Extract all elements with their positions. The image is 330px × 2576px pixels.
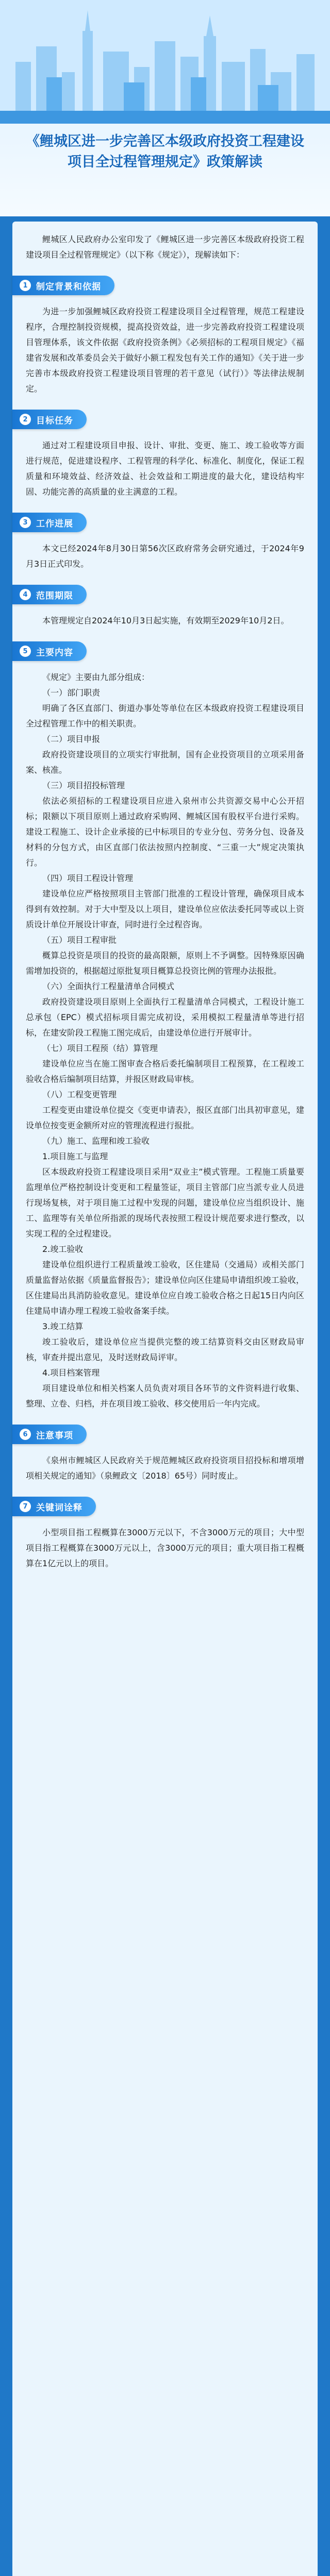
section-header-bar bbox=[12, 410, 87, 429]
section-header bbox=[12, 511, 304, 534]
section-header bbox=[12, 1495, 304, 1518]
section-paragraph: （二）项目申报 bbox=[42, 734, 101, 744]
section-paragraph: 本文已经2024年8月30日第56次区政府常务会研究通过，于2024年9月3日正式印发。 bbox=[26, 544, 304, 569]
section-paragraph: 建设单位应严格按照项目主管部门批准的工程设计管理，确保项目成本得到有效控制。对于大中型及以上项目，建设单位应依法委托同等或以上资质设计单位开展设计审查，同时进行全过程咨询。 bbox=[26, 889, 304, 929]
sections-container bbox=[23, 274, 304, 1571]
section-paragraph: 为进一步加强鲤城区政府投资工程建设项目全过程管理，规范工程建设程序，合理控制投资规模，提高投资效益，进一步完善政府投资工程建设项目管理体系，该文件依据《政府投资条例》《必须招标的工程项目规定》《福建省发展和改革委员会关于做好小额工程发包有关工作的通知》《关于进一步完善市本级政府投资工程建设项目管理的若干意见（试行）》等法律法规制定。 bbox=[26, 307, 304, 394]
section-paragraph: （八）工程变更管理 bbox=[42, 1090, 117, 1099]
section-paragraph: 区本级政府投资工程建设项目采用“双业主”模式管理。工程施工质量要监理单位严格控制设计变更和工程量签证，项目主管部门应当派专业人员进行现场复核，对于项目施工过程中发现的问题，建设单位应当组织设计、施工、监理等有关单位所指派的现场代表按照工程设计规范要求进行整改，以实现工程的全过程建设。 bbox=[26, 1167, 304, 1239]
section-paragraph: 政府投资建设项目原则上全面执行工程量清单合同模式，工程设计施工总承包（EPC）模式招标项目需完成初设，采用模拟工程量清单等进行招标，在建安阶段工程施工图完成后，由建设单位进行开展审计。 bbox=[26, 997, 304, 1038]
section-paragraph: 1.项目施工与监理 bbox=[42, 1151, 108, 1161]
header-banner bbox=[0, 0, 330, 216]
section-paragraph: 3.竣工结算 bbox=[42, 1321, 84, 1331]
section-title: 工作进展 bbox=[36, 518, 73, 529]
section-paragraph: 项目建设单位和相关档案人员负责对项目各环节的文件资料进行收集、整理、立卷、归档，并在项目竣工验收、移交使用后一年内完成。 bbox=[26, 1383, 304, 1409]
section-header bbox=[12, 583, 304, 606]
section-paragraph: 建设单位应当在施工图审查合格后委托编制项目工程预算，在工程竣工验收合格后编制项目结算，并报区财政局审核。 bbox=[26, 1059, 304, 1084]
section-title: 范围期限 bbox=[36, 590, 73, 601]
section-paragraph: 通过对工程建设项目申报、设计、审批、变更、施工、竣工验收等方面进行规范，促进建设程序、工程管理的科学化、标准化、制度化，保证工程质量和环境效益、经济效益、社会效益和工期进度的最大化，建设结构牢固、功能完善的高质量的业主满意的工程。 bbox=[26, 440, 304, 497]
number-badge-icon: 6 bbox=[20, 1429, 31, 1440]
section-paragraph: 小型项目指工程概算在3000万元以下，不含3000万元的项目；大中型项目指工程概算在3000万元以上，含3000万元的项目；重大项目指工程概算在1亿元以上的项目。 bbox=[26, 1528, 304, 1568]
section-header-bar bbox=[12, 1497, 96, 1516]
section-title: 关键词诠释 bbox=[36, 1502, 82, 1513]
section-title: 主要内容 bbox=[36, 647, 73, 658]
section-header-bar bbox=[12, 1425, 87, 1444]
number-badge-icon: 7 bbox=[20, 1501, 31, 1512]
section-title: 目标任务 bbox=[36, 415, 73, 426]
section-paragraph: （九）施工、监理和竣工验收 bbox=[42, 1136, 150, 1146]
section-header-bar bbox=[12, 585, 87, 604]
section-paragraph: （七）项目工程预（结）算管理 bbox=[42, 1043, 158, 1053]
section-paragraph: （四）项目工程设计管理 bbox=[42, 873, 134, 883]
section-paragraph: 明确了各区直部门、街道办事处等单位在区本级政府投资工程建设项目全过程管理工作中的相关职责。 bbox=[26, 703, 304, 728]
page-title: 《鲤城区进一步完善区本级政府投资工程建设项目全过程管理规定》政策解读 bbox=[26, 133, 304, 170]
number-badge-icon: 4 bbox=[20, 589, 31, 600]
content-card bbox=[12, 222, 318, 2576]
section-header-bar bbox=[12, 513, 87, 532]
number-badge-icon: 1 bbox=[20, 280, 31, 291]
section-paragraph: 本管理规定自2024年10月3日起实施，有效期至2029年10月2日。 bbox=[42, 616, 289, 625]
section-title: 制定背景和依据 bbox=[36, 281, 101, 292]
section-paragraph: 概算总投资是项目的投资的最高限额，原则上不予调整。因特殊原因确需增加投资的，根据超过原批复项目概算总投资比例的管理办法报批。 bbox=[26, 951, 304, 976]
number-badge-icon: 5 bbox=[20, 646, 31, 657]
section-paragraph: 工程变更由建设单位提交《变更申请表》，报区直部门出具初审意见，建设单位按变更金额所对应的管理流程进行报批。 bbox=[26, 1105, 304, 1130]
section-header bbox=[12, 640, 304, 663]
section-paragraph: 2.竣工验收 bbox=[42, 1244, 84, 1254]
section-title: 注意事项 bbox=[36, 1430, 73, 1441]
section-paragraph: 依法必须招标的工程建设项目应进入泉州市公共资源交易中心公开招标；限额以下项目原则上通过政府采购网、鲤城区国有股权平台进行采购。建设工程施工、设计企业承接的已中标项目的专业分包、劳务分包、设备及材料的分包方式，由区直部门依法按照内控制度、“三重一大”规定决策执行。 bbox=[26, 796, 304, 868]
number-badge-icon: 2 bbox=[20, 414, 31, 425]
number-badge-icon: 3 bbox=[20, 517, 31, 528]
section-paragraph: 建设单位组织进行工程质量竣工验收，区住建局（交通局）或相关部门质量监督站依据《质量监督报告》；建设单位向区住建局申请组织竣工验收，区住建局出具消防验收意见。建设单位应自竣工验收合格之日起15日内向区住建局申请办理工程竣工验收备案手续。 bbox=[26, 1260, 304, 1316]
section-header bbox=[12, 274, 304, 297]
section-header bbox=[12, 408, 304, 431]
section-paragraph: 4.项目档案管理 bbox=[42, 1368, 100, 1378]
city-skyline-illustration bbox=[0, 0, 330, 124]
section-paragraph: （一）部门职责 bbox=[42, 688, 101, 698]
section-paragraph: 《规定》主要由九部分组成： bbox=[42, 672, 150, 682]
section-paragraph: （六）全面执行工程量清单合同模式 bbox=[42, 981, 175, 991]
section-paragraph: （五）项目工程审批 bbox=[42, 935, 117, 945]
section-paragraph: 竣工验收后，建设单位应当提供完整的竣工结算资料交由区财政局审核，审查并提出意见，及时送财政局评审。 bbox=[26, 1337, 304, 1362]
section-paragraph: （三）项目招投标管理 bbox=[42, 781, 125, 790]
section-header-bar bbox=[12, 276, 114, 295]
section-header bbox=[12, 1423, 304, 1446]
section-paragraph: 政府投资建设项目的立项实行审批制，国有企业投资项目的立项采用备案、核准。 bbox=[26, 750, 304, 775]
intro-paragraph: 鲤城区人民政府办公室印发了《鲤城区进一步完善区本级政府投资工程建设项目全过程管理规定》（以下称《规定》），现解读如下： bbox=[26, 234, 304, 260]
section-header-bar bbox=[12, 641, 87, 661]
section-paragraph: 《泉州市鲤城区人民政府关于规范鲤城区政府投资项目招投标和增项增项相关规定的通知》（泉鲤政文〔2018〕65号）同时废止。 bbox=[26, 1455, 304, 1481]
